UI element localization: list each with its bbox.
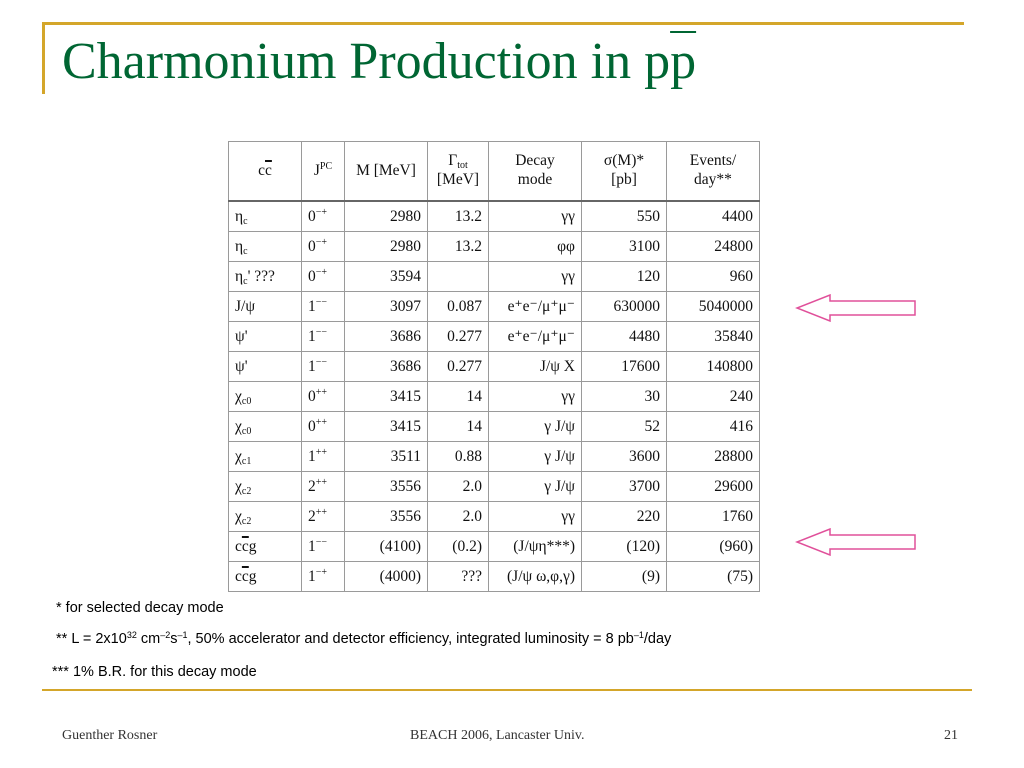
footnote-2: ** $L = 2x10^{32}$ $cm^{-2}s^{-1}$, 50% accelerator and detector efficiency, integrated luminosity = 8 $pb^{-1}$/day: [56, 630, 672, 647]
footnote-1: * for selected decay mode: [56, 600, 224, 616]
cell-mass: 3415: [345, 412, 428, 442]
cell-events: 35840: [667, 322, 760, 352]
cell-events: (960): [667, 532, 760, 562]
table-row: [229, 412, 760, 442]
cell-sigma: 30: [582, 382, 667, 412]
cell-state: $\eta_c$: [229, 201, 302, 232]
cell-jpc: 0−+: [302, 201, 345, 232]
cell-mass: 3415: [345, 382, 428, 412]
cell-width: 2.0: [428, 502, 489, 532]
table-row: [229, 262, 760, 292]
table-row: [229, 292, 760, 322]
cell-sigma: 3700: [582, 472, 667, 502]
cell-mass: (4000): [345, 562, 428, 592]
cell-mass: 2980: [345, 201, 428, 232]
cell-events: 29600: [667, 472, 760, 502]
table-row: [229, 442, 760, 472]
cell-sigma: 630000: [582, 292, 667, 322]
table-row: [229, 562, 760, 592]
cell-state: $\eta_c'$ ???: [229, 262, 302, 292]
cell-width: (0.2): [428, 532, 489, 562]
cell-state: $\chi_{c1}$: [229, 442, 302, 472]
cell-state: ψ': [229, 322, 302, 352]
cell-state: $\chi_{c0}$: [229, 382, 302, 412]
cell-decay: γγ: [489, 201, 582, 232]
table-row: [229, 352, 760, 382]
cell-jpc: 1−−: [302, 532, 345, 562]
header-cc: $c\overline{c}$: [229, 142, 302, 202]
cell-events: 1760: [667, 502, 760, 532]
table-header-row: [229, 142, 760, 202]
cell-events: 140800: [667, 352, 760, 382]
cell-sigma: 550: [582, 201, 667, 232]
cell-sigma: 4480: [582, 322, 667, 352]
cell-mass: 2980: [345, 232, 428, 262]
cell-sigma: 220: [582, 502, 667, 532]
cell-state: J/ψ: [229, 292, 302, 322]
cell-jpc: 1−+: [302, 562, 345, 592]
cell-events: 24800: [667, 232, 760, 262]
cell-mass: 3511: [345, 442, 428, 472]
cell-jpc: 2++: [302, 502, 345, 532]
cell-events: (75): [667, 562, 760, 592]
cell-decay: e⁺e⁻/μ⁺μ⁻: [489, 322, 582, 352]
cell-sigma: (9): [582, 562, 667, 592]
cell-sigma: (120): [582, 532, 667, 562]
cell-jpc: 0−+: [302, 262, 345, 292]
cell-sigma: 52: [582, 412, 667, 442]
charmonium-table: [228, 141, 760, 592]
cell-events: 28800: [667, 442, 760, 472]
cell-decay: e⁺e⁻/μ⁺μ⁻: [489, 292, 582, 322]
cell-sigma: 3600: [582, 442, 667, 472]
cell-width: 0.277: [428, 352, 489, 382]
cell-jpc: 1++: [302, 442, 345, 472]
cell-decay: γ J/ψ: [489, 472, 582, 502]
cell-events: 5040000: [667, 292, 760, 322]
cell-events: 240: [667, 382, 760, 412]
table-row: [229, 382, 760, 412]
cell-width: 14: [428, 412, 489, 442]
cell-width: 13.2: [428, 201, 489, 232]
cell-state: ψ': [229, 352, 302, 382]
cell-events: 960: [667, 262, 760, 292]
header-decay: Decay mode: [489, 142, 582, 202]
cell-jpc: 1−−: [302, 352, 345, 382]
cell-width: [428, 262, 489, 292]
cell-width: 14: [428, 382, 489, 412]
cell-jpc: 1−−: [302, 322, 345, 352]
cell-jpc: 0++: [302, 382, 345, 412]
footer-event: BEACH 2006, Lancaster Univ.: [410, 728, 585, 743]
arrow-left-icon: [795, 294, 917, 322]
cell-state: $c\overline{c}g$: [229, 532, 302, 562]
arrow-left-icon: [795, 528, 917, 556]
header-events: Events/ day**: [667, 142, 760, 202]
cell-decay: γ J/ψ: [489, 412, 582, 442]
table-row: [229, 232, 760, 262]
table-row: [229, 532, 760, 562]
cell-jpc: 1−−: [302, 292, 345, 322]
cell-decay: γγ: [489, 502, 582, 532]
cell-jpc: 0++: [302, 412, 345, 442]
table-row: [229, 502, 760, 532]
cell-state: $c\overline{c}g$: [229, 562, 302, 592]
cell-state: $\eta_c$: [229, 232, 302, 262]
cell-mass: 3556: [345, 472, 428, 502]
cell-state: $\chi_{c2}$: [229, 502, 302, 532]
cell-width: 13.2: [428, 232, 489, 262]
cell-width: ???: [428, 562, 489, 592]
cell-mass: 3686: [345, 352, 428, 382]
header-width: $\Gamma_{tot}$ [MeV]: [428, 142, 489, 202]
cell-jpc: 0−+: [302, 232, 345, 262]
cell-decay: (J/ψη***): [489, 532, 582, 562]
cell-mass: 3556: [345, 502, 428, 532]
cell-mass: 3097: [345, 292, 428, 322]
title-pbar: $\overline{p}$: [670, 33, 697, 90]
cell-mass: 3686: [345, 322, 428, 352]
header-mass: M [MeV]: [345, 142, 428, 202]
footer-page-number: 21: [944, 728, 958, 743]
cell-decay: J/ψ X: [489, 352, 582, 382]
cell-decay: (J/ψ ω,φ,γ): [489, 562, 582, 592]
cell-decay: γγ: [489, 382, 582, 412]
top-rule: [42, 22, 964, 25]
cell-decay: γ J/ψ: [489, 442, 582, 472]
footnote-3: *** 1% B.R. for this decay mode: [52, 664, 257, 680]
cell-mass: (4100): [345, 532, 428, 562]
slide-title: [62, 33, 697, 90]
cell-sigma: 3100: [582, 232, 667, 262]
cell-events: 4400: [667, 201, 760, 232]
cell-width: 0.087: [428, 292, 489, 322]
table-row: [229, 472, 760, 502]
cell-mass: 3594: [345, 262, 428, 292]
cell-decay: γγ: [489, 262, 582, 292]
header-sigma: σ(M)* [pb]: [582, 142, 667, 202]
cell-width: 2.0: [428, 472, 489, 502]
table-row: [229, 201, 760, 232]
cell-width: 0.277: [428, 322, 489, 352]
table-body: [229, 201, 760, 592]
bottom-rule: [42, 689, 972, 691]
title-text: Charmonium Production in p: [62, 33, 671, 90]
cell-jpc: 2++: [302, 472, 345, 502]
header-jpc: $J^{PC}$: [302, 142, 345, 202]
cell-state: $\chi_{c2}$: [229, 472, 302, 502]
cell-sigma: 17600: [582, 352, 667, 382]
cell-decay: φφ: [489, 232, 582, 262]
left-rule: [42, 22, 45, 94]
footer-author: Guenther Rosner: [62, 728, 158, 743]
table-row: [229, 322, 760, 352]
cell-width: 0.88: [428, 442, 489, 472]
cell-events: 416: [667, 412, 760, 442]
cell-state: $\chi_{c0}$: [229, 412, 302, 442]
cell-sigma: 120: [582, 262, 667, 292]
